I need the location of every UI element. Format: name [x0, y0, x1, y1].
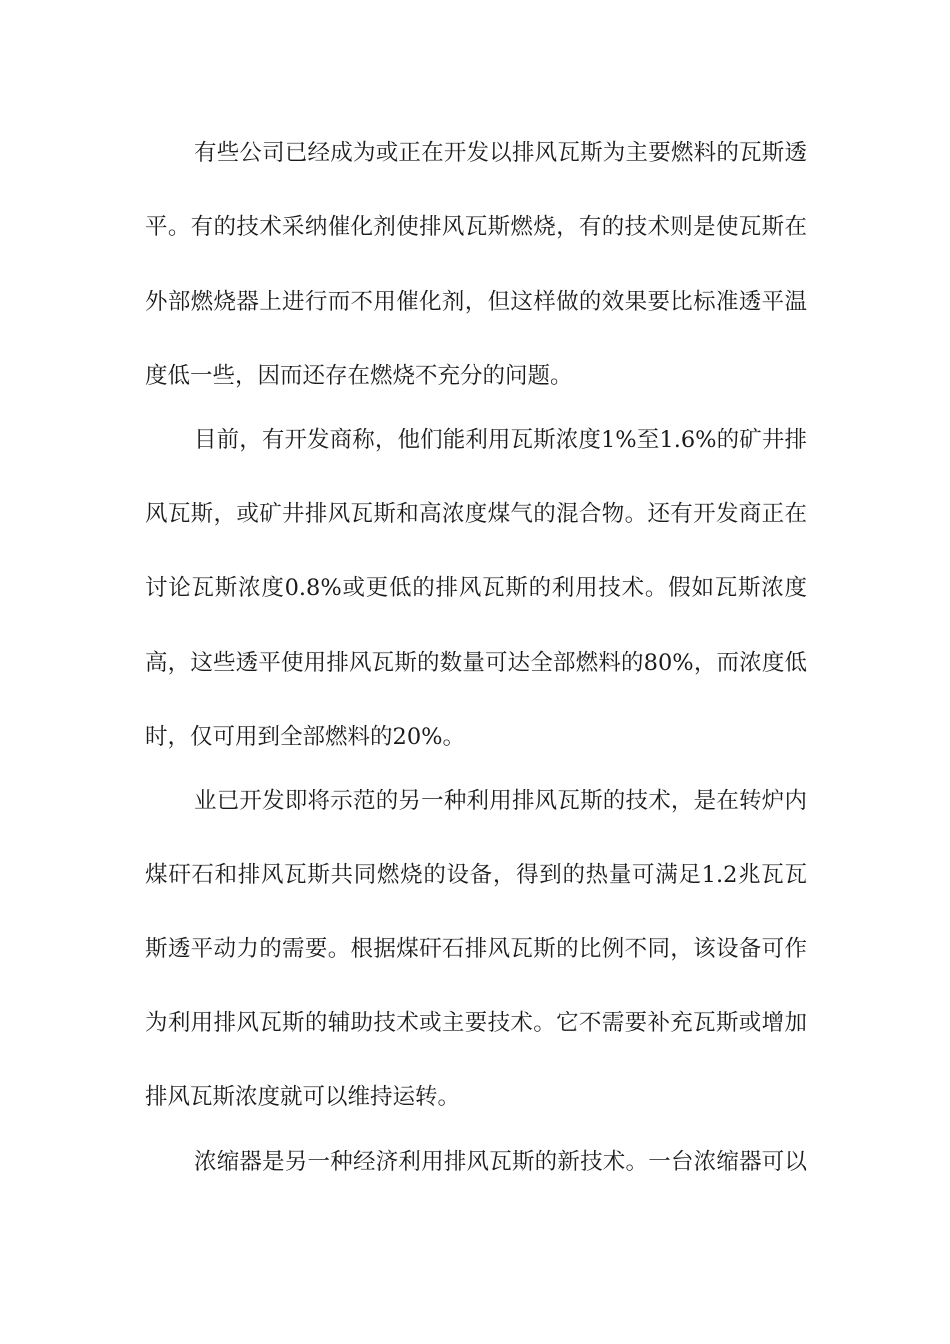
paragraph-1-line-1: 有些公司已经成为或正在开发以排风瓦斯为主要燃料的瓦斯透 — [194, 140, 807, 166]
paragraph-1-line-2: 平。有的技术采纳催化剂使排风瓦斯燃烧，有的技术则是使瓦斯在 — [145, 214, 807, 240]
paragraph-4-line-1: 浓缩器是另一种经济利用排风瓦斯的新技术。一台浓缩器可以 — [194, 1149, 807, 1175]
paragraph-2-line-3: 讨论瓦斯浓度0.8%或更低的排风瓦斯的利用技术。假如瓦斯浓度 — [145, 575, 807, 601]
paragraph-3-line-2: 煤矸石和排风瓦斯共同燃烧的设备，得到的热量可满足1.2兆瓦瓦 — [145, 862, 807, 888]
paragraph-2-line-5: 时，仅可用到全部燃料的20%。 — [145, 724, 466, 750]
paragraph-3-line-3: 斯透平动力的需要。根据煤矸石排风瓦斯的比例不同，该设备可作 — [145, 936, 807, 962]
paragraph-2-line-1: 目前，有开发商称，他们能利用瓦斯浓度1%至1.6%的矿井排 — [194, 427, 807, 453]
paragraph-2-line-2: 风瓦斯，或矿井排风瓦斯和高浓度煤气的混合物。还有开发商正在 — [145, 501, 807, 527]
paragraph-3-line-5: 排风瓦斯浓度就可以维持运转。 — [145, 1084, 461, 1110]
paragraph-1-line-3: 外部燃烧器上进行而不用催化剂，但这样做的效果要比标准透平温 — [145, 289, 807, 315]
paragraph-3-line-1: 业已开发即将示范的另一种利用排风瓦斯的技术，是在转炉内 — [194, 788, 807, 814]
paragraph-2-line-4: 高，这些透平使用排风瓦斯的数量可达全部燃料的80%，而浓度低 — [145, 650, 807, 676]
paragraph-1-line-4: 度低一些，因而还存在燃烧不充分的问题。 — [145, 363, 573, 389]
paragraph-3-line-4: 为利用排风瓦斯的辅助技术或主要技术。它不需要补充瓦斯或增加 — [145, 1010, 807, 1036]
